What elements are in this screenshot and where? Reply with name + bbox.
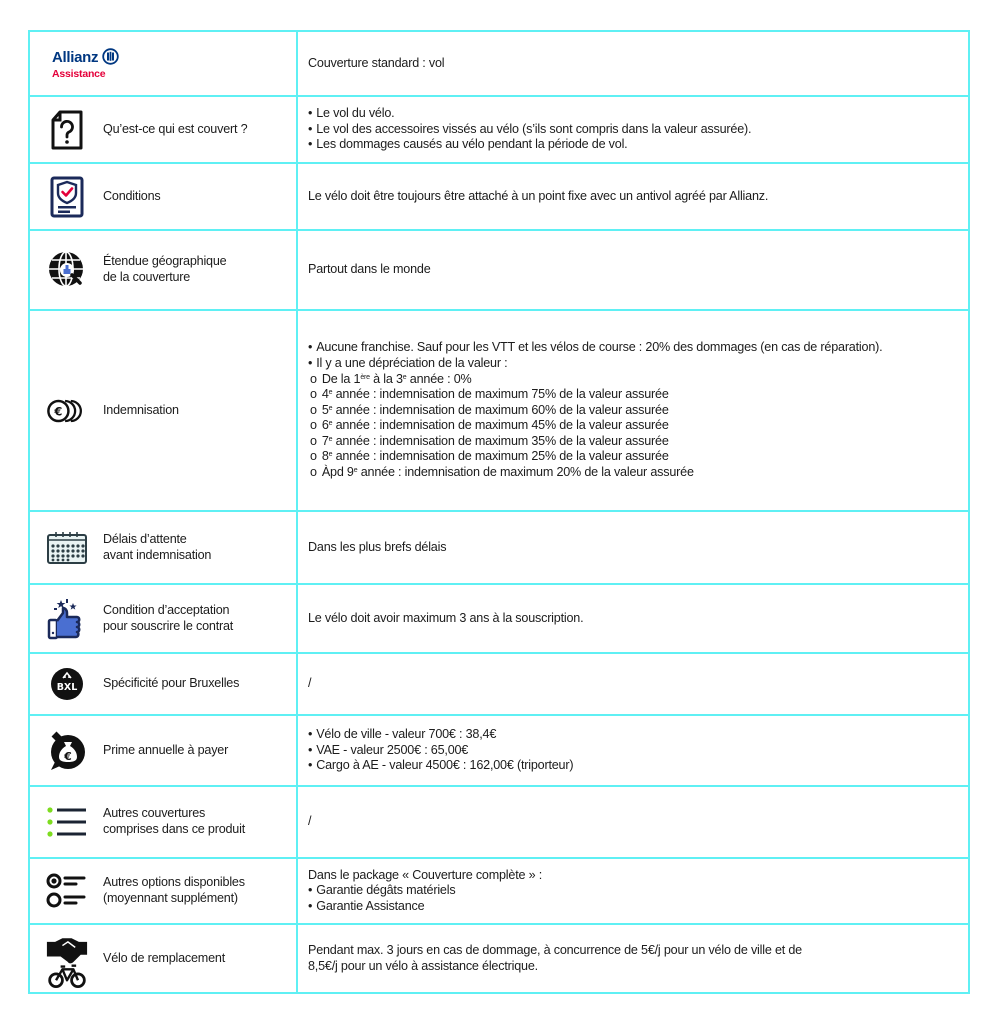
row-value: Le vélo doit être toujours être attaché à un point fixe avec un antivol agréé par Allianz.: [308, 188, 769, 203]
calendar-icon: [46, 527, 88, 569]
table-row-premium: [30, 716, 968, 787]
row-label: Indemnisation: [103, 402, 179, 417]
table-row-indemnisation: [30, 311, 968, 512]
row-label-cell: [30, 859, 298, 923]
list-item: • VAE - valeur 2500€ : 65,00€: [308, 743, 958, 759]
list-item: • Garantie Assistance: [308, 899, 958, 915]
row-value: Dans les plus brefs délais: [308, 539, 447, 554]
table-row-covered: [30, 97, 968, 164]
row-value-line: Pendant max. 3 jours en cas de dommage, à concurrence de 5€/j pour un vélo de ville et de: [308, 942, 802, 957]
row-value-cell: [298, 925, 968, 992]
list-item: • Le vol du vélo.: [308, 106, 958, 122]
coverage-table: [28, 30, 970, 994]
sub-list-item: o 8e année : indemnisation de maximum 25% de la valeur assurée: [308, 449, 958, 465]
row-label: Qu’est-ce qui est couvert ?: [103, 121, 248, 136]
row-label-cell: [30, 787, 298, 857]
table-row-replacement-bike: [30, 925, 968, 992]
logo-cell: [30, 32, 298, 95]
row-label-cell: [30, 716, 298, 785]
row-label-cell: [30, 164, 298, 229]
list-item: • Garantie dégâts matériels: [308, 883, 958, 899]
row-label-cell: [30, 231, 298, 309]
row-value: /: [308, 814, 312, 829]
radio-options-icon: [46, 870, 88, 912]
row-label: Délais d’attente avant indemnisation: [103, 531, 212, 562]
row-label-cell: [30, 925, 298, 992]
sub-list-item: o De la 1ère à la 3e année : 0%: [308, 372, 958, 388]
table-row-other-options: [30, 859, 968, 925]
logo-brand: Allianz: [52, 49, 99, 67]
row-value-cell: [298, 231, 968, 309]
row-label-cell: [30, 311, 298, 510]
sub-list-item: o Àpd 9e année : indemnisation de maximum 20% de la valeur assurée: [308, 465, 958, 481]
list-item: • Cargo à AE - valeur 4500€ : 162,00€ (triporteur): [308, 758, 958, 774]
row-label-cell: [30, 97, 298, 162]
svg-text:BXL: BXL: [56, 682, 78, 693]
bxl-badge-icon: [46, 663, 88, 705]
thumbs-up-stars-icon: [46, 598, 88, 640]
row-label-cell: [30, 654, 298, 714]
sub-list-item: o 5e année : indemnisation de maximum 60% de la valeur assurée: [308, 403, 958, 419]
table-row-acceptance: [30, 585, 968, 654]
euro-coins-icon: [46, 390, 88, 432]
header-value: [298, 32, 968, 95]
list-item: • Il y a une dépréciation de la valeur :: [308, 356, 958, 372]
allianz-assistance-logo: [52, 48, 119, 80]
row-label: Spécificité pour Bruxelles: [103, 676, 240, 691]
row-value-cell: [298, 512, 968, 583]
sub-list-item: o 7e année : indemnisation de maximum 35% de la valeur assurée: [308, 434, 958, 450]
list-item: • Le vol des accessoires vissés au vélo (s’ils sont compris dans la valeur assurée).: [308, 122, 958, 138]
row-label: Autres couvertures comprises dans ce produit: [103, 806, 245, 836]
list-item: • Aucune franchise. Sauf pour les VTT et les vélos de course : 20% des dommages (en cas de réparation).: [308, 340, 958, 356]
shield-check-document-icon: [46, 176, 88, 218]
list-item: • Les dommages causés au vélo pendant la période de vol.: [308, 137, 958, 153]
row-value: Partout dans le monde: [308, 262, 431, 277]
table-row-geographic: [30, 231, 968, 311]
svg-text:€: €: [64, 749, 72, 763]
svg-text:€: €: [54, 403, 63, 418]
table-row-other-coverages: [30, 787, 968, 859]
table-row-conditions: [30, 164, 968, 231]
row-value: /: [308, 676, 312, 691]
row-value-cell: [298, 787, 968, 857]
sub-list-item: o 6e année : indemnisation de maximum 45% de la valeur assurée: [308, 418, 958, 434]
row-label: Conditions: [103, 188, 161, 203]
row-value-cell: [298, 311, 968, 510]
row-value-cell: [298, 716, 968, 785]
row-value: Le vélo doit avoir maximum 3 ans à la souscription.: [308, 610, 584, 625]
row-value-line: 8,5€/j pour un vélo à assistance électrique.: [308, 958, 538, 973]
row-value-cell: [298, 97, 968, 162]
row-label: Autres options disponibles (moyennant supplément): [103, 875, 245, 905]
list-item: • Vélo de ville - valeur 700€ : 38,4€: [308, 727, 958, 743]
money-bag-euro-icon: [46, 730, 88, 772]
row-label: Condition d’acceptation pour souscrire le contrat: [103, 602, 234, 633]
row-label: Vélo de remplacement: [103, 950, 226, 965]
document-question-icon: [46, 109, 88, 151]
coverage-type: Couverture standard : vol: [308, 55, 445, 70]
row-label-cell: [30, 512, 298, 583]
row-value-cell: [298, 164, 968, 229]
allianz-eagle-icon: [102, 48, 119, 68]
table-row-header: [30, 32, 968, 97]
logo-subtitle: Assistance: [52, 67, 106, 80]
table-row-waiting-period: [30, 512, 968, 585]
sub-list-item: o 4e année : indemnisation de maximum 75% de la valeur assurée: [308, 387, 958, 403]
row-label: Prime annuelle à payer: [103, 742, 229, 757]
globe-search-icon: [46, 249, 88, 291]
row-value-cell: [298, 585, 968, 652]
options-intro: Dans le package « Couverture complète » :: [308, 867, 543, 882]
table-row-brussels: [30, 654, 968, 716]
handshake-bicycle-icon: [46, 932, 88, 990]
row-label-cell: [30, 585, 298, 652]
row-label: Étendue géographique de la couverture: [103, 254, 227, 284]
row-value-cell: [298, 859, 968, 923]
bulleted-list-icon: [46, 801, 88, 843]
row-value-cell: [298, 654, 968, 714]
